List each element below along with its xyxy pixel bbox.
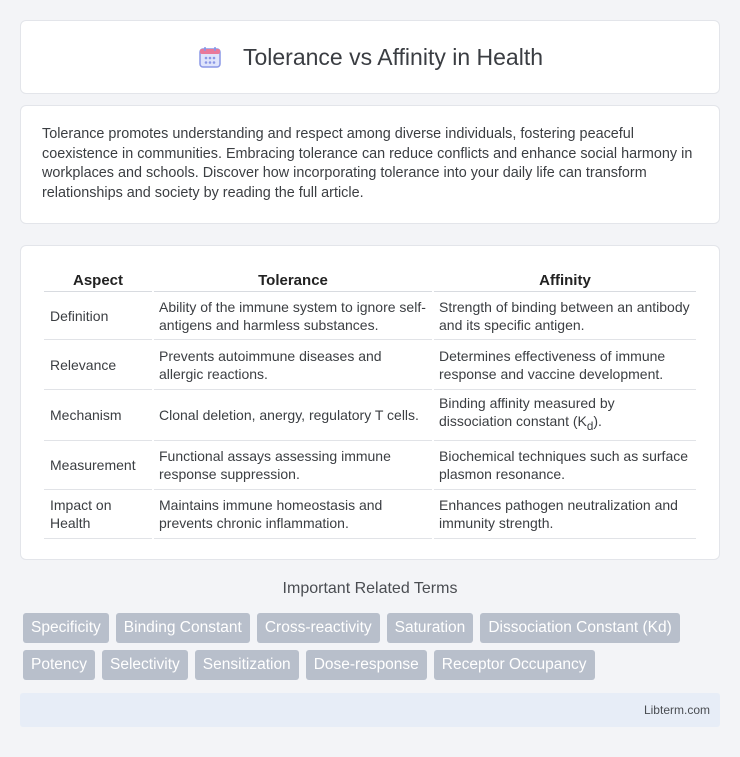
table-row <box>44 340 696 390</box>
comparison-table <box>42 266 698 539</box>
page-title: Tolerance vs Affinity in Health <box>242 43 543 70</box>
table-row <box>44 292 696 340</box>
tag-sensitization[interactable]: Sensitization <box>195 650 299 680</box>
aspect-cell: Measurement <box>44 441 152 490</box>
aspect-cell: Definition <box>44 292 152 340</box>
affinity-text-end: ). <box>593 413 602 430</box>
affinity-cell: Enhances pathogen neutralization and immunity strength. <box>434 490 696 539</box>
affinity-cell <box>434 390 696 441</box>
tolerance-cell: Functional assays assessing immune response suppression. <box>154 441 432 490</box>
tag-cross-reactivity[interactable]: Cross-reactivity <box>257 613 380 643</box>
header-card <box>20 20 720 94</box>
header-affinity: Affinity <box>434 266 696 292</box>
comparison-table-card <box>20 245 720 560</box>
table-row <box>44 490 696 539</box>
affinity-text: Binding affinity measured by dissociation constant (K <box>439 395 615 430</box>
tolerance-cell: Prevents autoimmune diseases and allergic reactions. <box>154 340 432 390</box>
affinity-cell: Biochemical techniques such as surface plasmon resonance. <box>434 441 696 490</box>
footer <box>20 693 720 727</box>
related-terms-title: Important Related Terms <box>282 580 458 597</box>
tolerance-cell: Ability of the immune system to ignore self-antigens and harmless substances. <box>154 292 432 340</box>
affinity-cell: Determines effectiveness of immune response and vaccine development. <box>434 340 696 390</box>
intro-text: Tolerance promotes understanding and respect among diverse individuals, fostering peaceful coexistence in communities. Embracing tolerance can reduce conflicts and enhance social harmony in workplaces and schools. Discover how incorporating tolerance into your daily life can transform relationships and society by reading the full article. <box>42 126 693 201</box>
tag-potency[interactable]: Potency <box>23 650 95 680</box>
table-row <box>44 390 696 441</box>
tolerance-cell: Clonal deletion, anergy, regulatory T cells. <box>154 390 432 441</box>
tag-saturation[interactable]: Saturation <box>387 613 474 643</box>
tag-selectivity[interactable]: Selectivity <box>102 650 188 680</box>
tolerance-cell: Maintains immune homeostasis and prevents chronic inflammation. <box>154 490 432 539</box>
aspect-cell: Mechanism <box>44 390 152 441</box>
tag-row <box>23 650 723 680</box>
related-terms <box>23 613 723 687</box>
tag-dissociation-constant[interactable]: Dissociation Constant (Kd) <box>480 613 680 643</box>
tag-dose-response[interactable]: Dose-response <box>306 650 427 680</box>
header-aspect: Aspect <box>44 266 152 292</box>
table-row <box>44 441 696 490</box>
calendar-icon <box>197 44 223 70</box>
header-tolerance: Tolerance <box>154 266 432 292</box>
intro-card <box>20 105 720 224</box>
affinity-cell: Strength of binding between an antibody and its specific antigen. <box>434 292 696 340</box>
aspect-cell: Relevance <box>44 340 152 390</box>
aspect-cell: Impact on Health <box>44 490 152 539</box>
tag-binding-constant[interactable]: Binding Constant <box>116 613 250 643</box>
tag-receptor-occupancy[interactable]: Receptor Occupancy <box>434 650 595 680</box>
subscript-d: d <box>586 419 594 433</box>
tag-specificity[interactable]: Specificity <box>23 613 109 643</box>
footer-link[interactable]: Libterm.com <box>643 703 710 717</box>
tag-row <box>23 613 723 643</box>
